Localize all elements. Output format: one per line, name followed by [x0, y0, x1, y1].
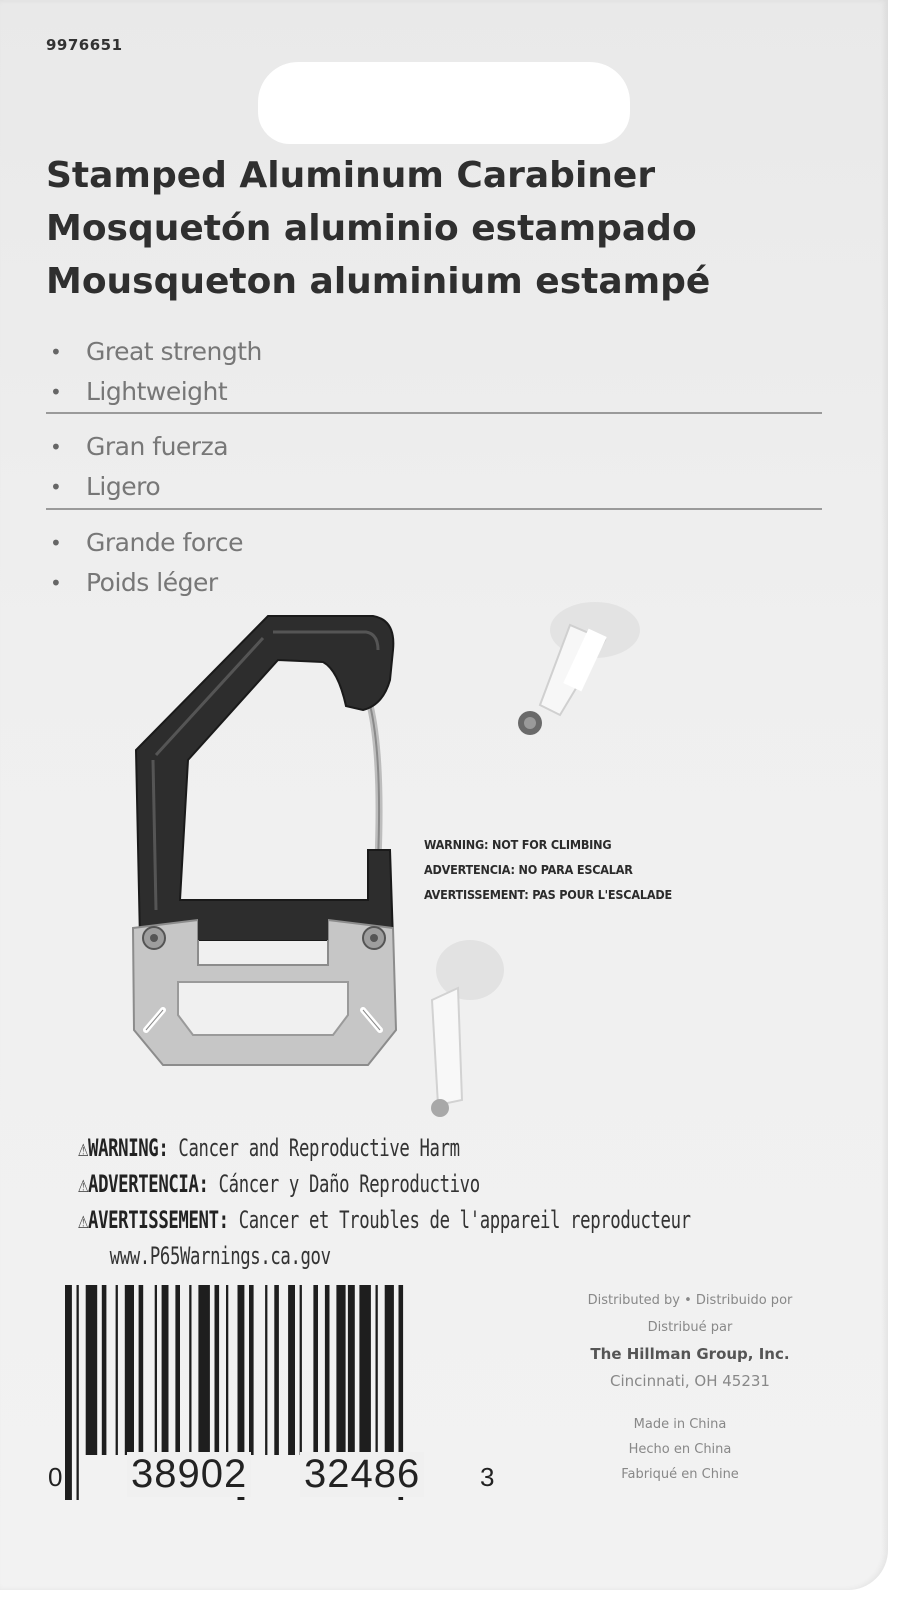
- feature-item: • Poids léger: [46, 563, 822, 603]
- barcode-bar: [348, 1285, 355, 1455]
- barcode-bar: [189, 1285, 191, 1455]
- bullet-icon: •: [50, 380, 62, 404]
- product-title-en: Stamped Aluminum Carabiner: [46, 155, 656, 196]
- prop65-line-fr: ⚠AVERTISSEMENT: Cancer et Troubles de l'appareil reproducteur: [78, 1206, 691, 1234]
- barcode-bar: [162, 1285, 169, 1455]
- barcode-bar: [376, 1285, 378, 1455]
- barcode-bar: [77, 1285, 79, 1500]
- barcode-bar: [86, 1285, 98, 1455]
- bullet-icon: •: [50, 435, 62, 459]
- country-of-origin: Made in China Hecho en China Fabriqué en Chine: [621, 1417, 739, 1482]
- barcode-bar: [249, 1285, 254, 1455]
- barcode-bar: [226, 1285, 228, 1455]
- bullet-icon: •: [50, 475, 62, 499]
- feature-item: • Gran fuerza: [46, 427, 822, 467]
- barcode-bar: [359, 1285, 371, 1455]
- barcode-bar: [155, 1285, 157, 1455]
- warning-triangle-icon: ⚠: [78, 1206, 89, 1234]
- bullet-icon: •: [50, 531, 62, 555]
- warning-triangle-icon: ⚠: [78, 1134, 89, 1162]
- prop65-warning: [78, 1130, 691, 1274]
- feature-item: • Grande force: [46, 523, 822, 563]
- barcode-bar: [139, 1285, 144, 1455]
- features-es: [46, 427, 822, 507]
- barcode-bar: [215, 1285, 220, 1455]
- sku-number: 9976651: [46, 36, 123, 54]
- distributor-city: Cincinnati, OH 45231: [610, 1372, 770, 1390]
- features-fr: [46, 523, 822, 603]
- carabiner-product-image: [128, 610, 398, 1080]
- feature-item: • Lightweight: [46, 372, 822, 412]
- features-en: [46, 332, 822, 412]
- prop65-line-en: ⚠WARNING: Cancer and Reproductive Harm: [78, 1134, 460, 1162]
- prop65-url: www.P65Warnings.ca.gov: [109, 1242, 331, 1270]
- barcode-bar: [325, 1285, 330, 1455]
- upc-left-digits: 38902: [127, 1452, 251, 1497]
- distributor-info: Distributed by • Distribuido por Distribué par The Hillman Group, Inc. Cincinnati, OH 45231: [540, 1287, 840, 1395]
- barcode-bar: [116, 1285, 118, 1455]
- barcode-bar: [288, 1285, 295, 1455]
- prop65-line-es: ⚠ADVERTENCIA: Cáncer y Daño Reproductivo: [78, 1170, 480, 1198]
- barcode-bar: [265, 1285, 267, 1455]
- barcode-bar: [198, 1285, 210, 1455]
- feature-item: • Great strength: [46, 332, 822, 372]
- bullet-icon: •: [50, 340, 62, 364]
- barcode-bar: [336, 1285, 345, 1455]
- bullet-icon: •: [50, 571, 62, 595]
- barcode-bar: [385, 1285, 394, 1455]
- barcode-bar: [65, 1285, 72, 1500]
- plastic-peg-upper: [500, 585, 660, 755]
- upc-lead-digit: 0: [48, 1462, 64, 1492]
- upc-barcode: [45, 1285, 515, 1505]
- barcode-bar: [300, 1285, 302, 1455]
- barcode-bar: [102, 1285, 107, 1455]
- hang-hole: [258, 62, 630, 144]
- divider: [46, 508, 822, 510]
- product-title-fr: Mousqueton aluminium estampé: [46, 261, 711, 302]
- upc-right-digits: 32486: [300, 1452, 424, 1497]
- barcode-bar: [125, 1285, 134, 1455]
- climbing-warning: WARNING: NOT FOR CLIMBING ADVERTENCIA: NO PARA ESCALAR AVERTISSEMENT: PAS POUR L'ESCALADE: [424, 837, 672, 902]
- warning-triangle-icon: ⚠: [78, 1170, 89, 1198]
- barcode-bar: [274, 1285, 279, 1455]
- product-title-es: Mosquetón aluminio estampado: [46, 208, 697, 249]
- distributor-company: The Hillman Group, Inc.: [590, 1345, 790, 1363]
- feature-item: • Ligero: [46, 467, 822, 507]
- upc-check-digit: 3: [480, 1462, 496, 1492]
- barcode-bar: [175, 1285, 180, 1455]
- barcode-bar: [313, 1285, 318, 1455]
- plastic-peg-lower: [410, 930, 510, 1120]
- divider: [46, 412, 822, 414]
